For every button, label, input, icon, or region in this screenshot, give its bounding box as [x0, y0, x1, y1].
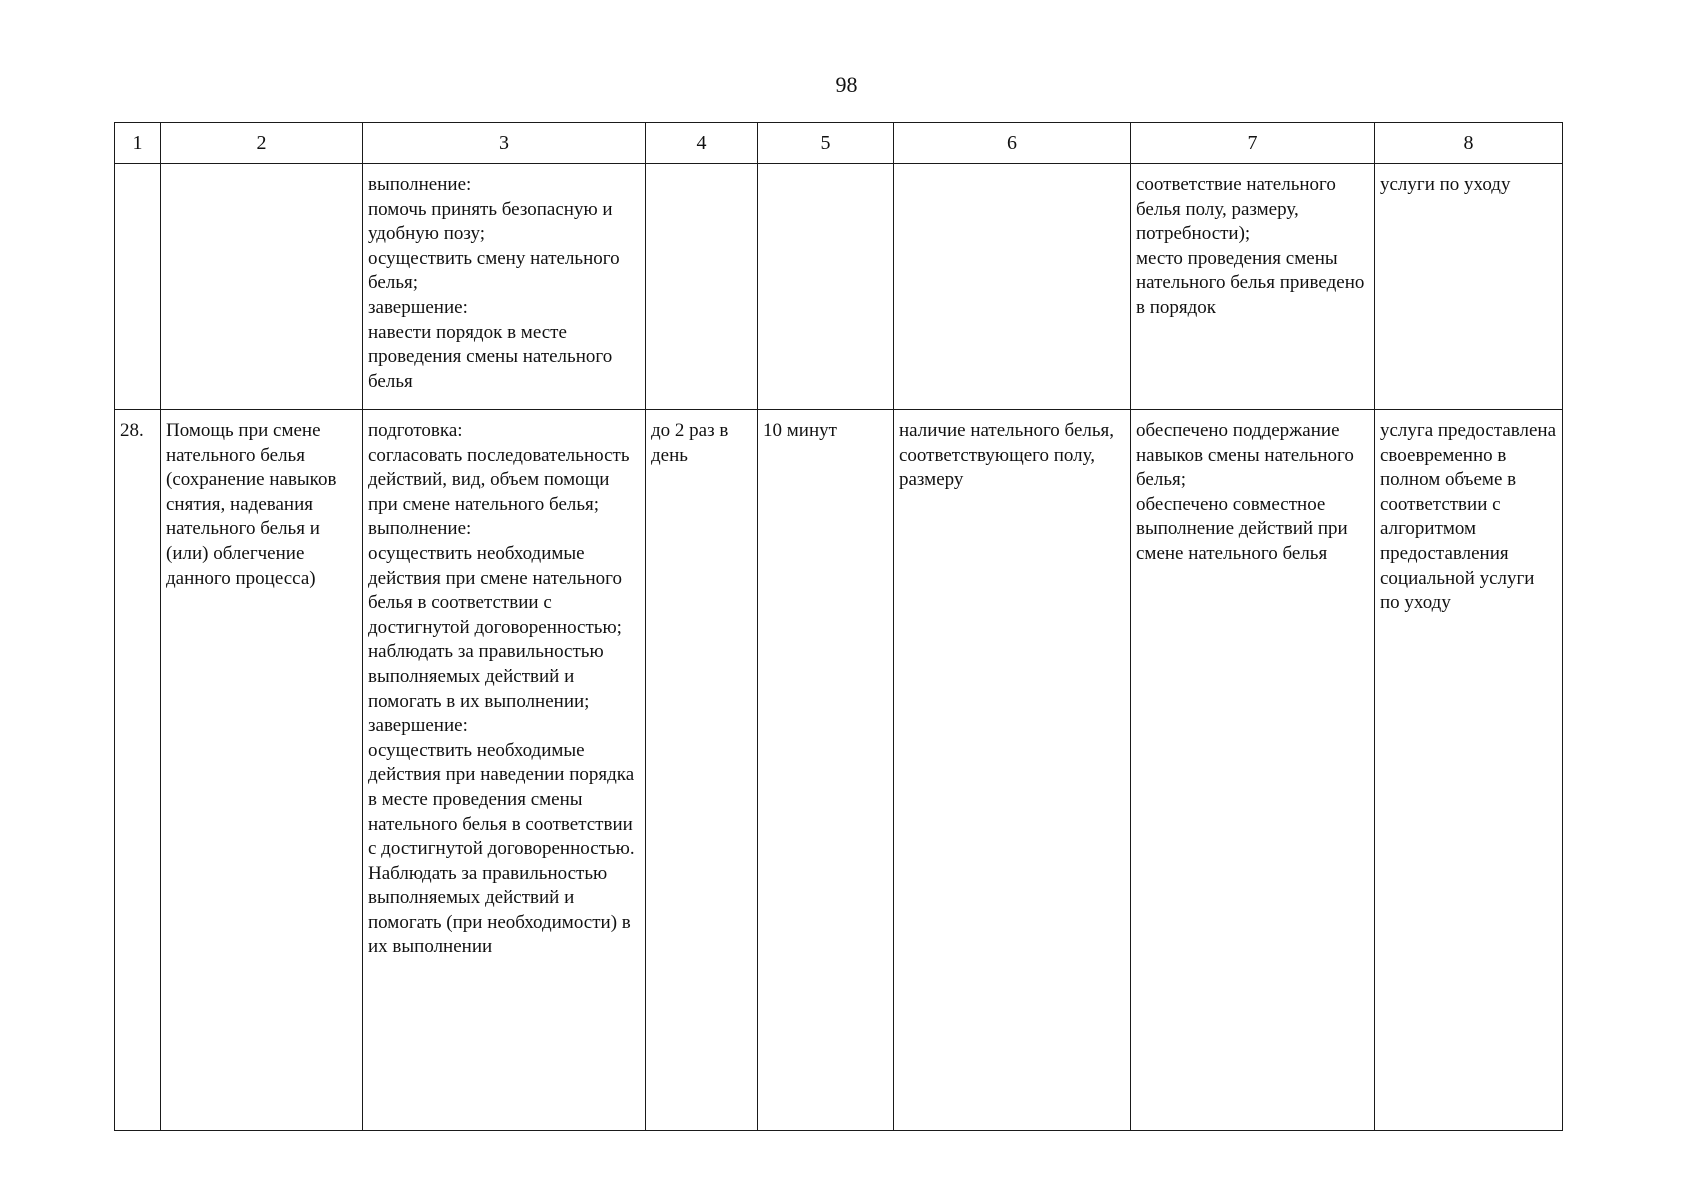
cell-duration: 10 минут [758, 410, 894, 1131]
cell-procedure: выполнение: помочь принять безопасную и удобную позу; осуществить смену нательного белья; завершение: навести порядок в месте проведения смены нательного белья [363, 164, 646, 410]
column-number-6: 6 [894, 123, 1131, 164]
column-number-2: 2 [161, 123, 363, 164]
cell-number: 28. [115, 410, 161, 1131]
column-number-4: 4 [646, 123, 758, 164]
cell-procedure: подготовка: согласовать последовательность действий, вид, объем помощи при смене нательного белья; выполнение: осуществить необходимые действия при смене нательного белья в соответствии с достигнутой договоренностью; наблюдать за правильностью выполняемых действий и помогать в их выполнении; завершение: осуществить необходимые действия при наведении порядка в месте проведения смены нательного белья в соответствии с достигнутой договоренностью. Наблюдать за правильностью выполняемых действий и помогать (при необходимости) в их выполнении [363, 410, 646, 1131]
cell-frequency [646, 164, 758, 410]
page-number: 98 [835, 72, 858, 97]
cell-quality-indicators: соответствие нательного белья полу, размеру, потребности); место проведения смены нательного белья приведено в порядок [1131, 164, 1375, 410]
column-number-8: 8 [1375, 123, 1563, 164]
cell-evaluation: услуги по уходу [1375, 164, 1563, 410]
cell-conditions: наличие нательного белья, соответствующего полу, размеру [894, 410, 1131, 1131]
cell-number [115, 164, 161, 410]
cell-duration [758, 164, 894, 410]
cell-quality-indicators: обеспечено поддержание навыков смены нательного белья; обеспечено совместное выполнение действий при смене нательного белья [1131, 410, 1375, 1131]
cell-frequency: до 2 раз в день [646, 410, 758, 1131]
table-header-row [115, 123, 1563, 164]
cell-service-name: Помощь при смене нательного белья (сохранение навыков снятия, надевания нательного белья и (или) облегчение данного процесса) [161, 410, 363, 1131]
services-table [114, 122, 1563, 1131]
column-number-5: 5 [758, 123, 894, 164]
column-number-3: 3 [363, 123, 646, 164]
table-row-28 [115, 410, 1563, 1131]
table-row-continuation [115, 164, 1563, 410]
column-number-1: 1 [115, 123, 161, 164]
cell-conditions [894, 164, 1131, 410]
cell-evaluation: услуга предоставлена своевременно в полном объеме в соответствии с алгоритмом предоставления социальной услуги по уходу [1375, 410, 1563, 1131]
column-number-7: 7 [1131, 123, 1375, 164]
cell-service-name [161, 164, 363, 410]
